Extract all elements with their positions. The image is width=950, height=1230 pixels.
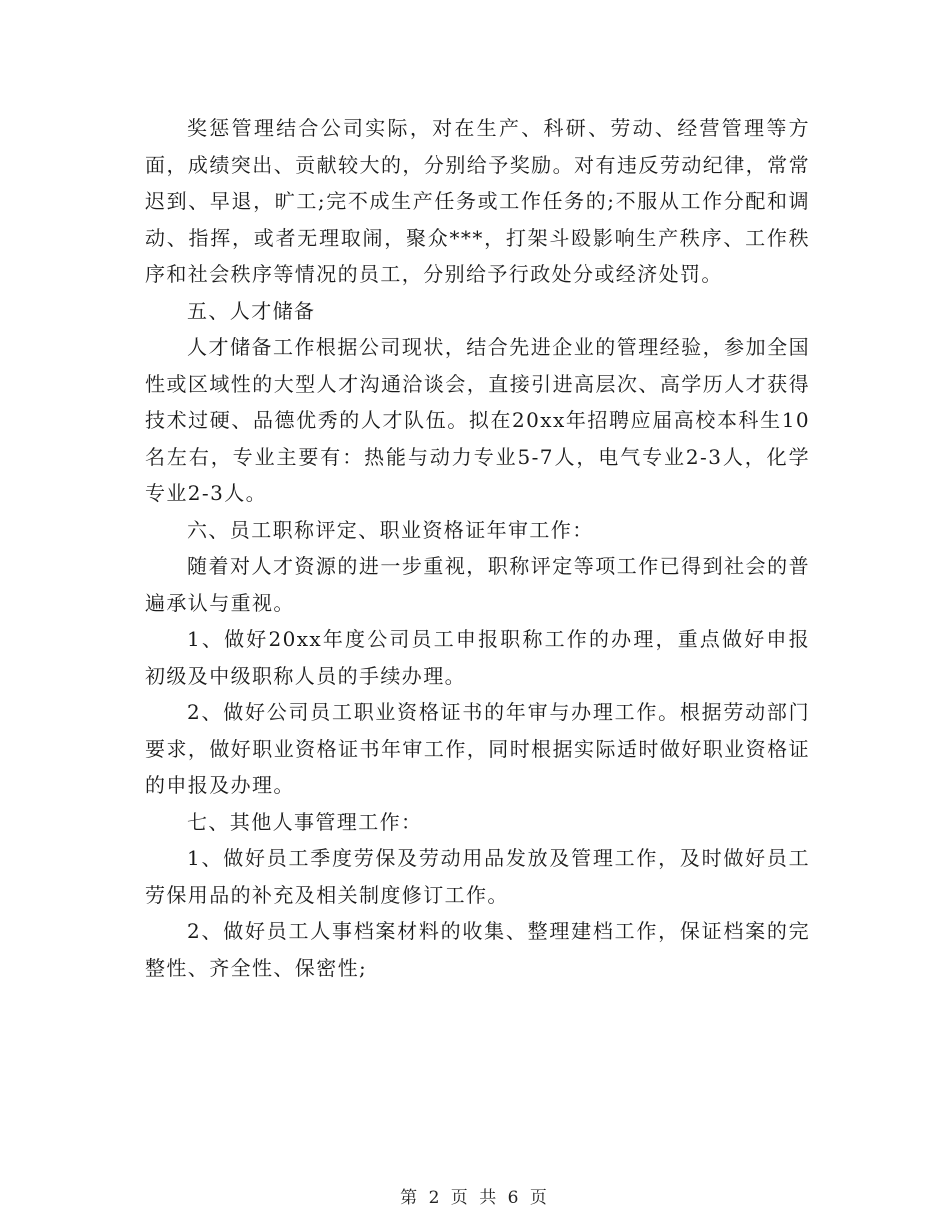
heading-talent-reserve: 五、人才储备 xyxy=(187,298,316,323)
list-item-certificate-review: 2、做好公司员工职业资格证书的年审与办理工作。根据劳动部门要求，做好职业资格证书年审工作，同时根据实际适时做好职业资格证的申报及办理。 xyxy=(145,700,810,797)
page-number-footer: 第 2 页 共 6 页 xyxy=(400,1188,550,1208)
heading-other-hr-work: 七、其他人事管理工作： xyxy=(187,809,423,834)
document-body xyxy=(145,110,810,986)
list-item-labor-protection: 1、做好员工季度劳保及劳动用品发放及管理工作，及时做好员工劳保用品的补充及相关制度修订工作。 xyxy=(145,846,810,907)
paragraph-rewards-penalties: 奖惩管理结合公司实际，对在生产、科研、劳动、经营管理等方面，成绩突出、贡献较大的，分别给予奖励。对有违反劳动纪律，常常迟到、早退，旷工;完不成生产任务或工作任务的;不服从工作分配和调动、指挥，或者无理取闹，聚众***，打架斗殴影响生产秩序、工作秩序和社会秩序等情况的员工，分别给予行政处分或经济处罚。 xyxy=(145,116,810,286)
paragraph-talent-reserve: 人才储备工作根据公司现状，结合先进企业的管理经验，参加全国性或区域性的大型人才沟通洽谈会，直接引进高层次、高学历人才获得技术过硬、品德优秀的人才队伍。拟在20xx年招聘应届高校本科生10名左右，专业主要有：热能与动力专业5-7人，电气专业2-3人，化学专业2-3人。 xyxy=(145,335,810,505)
paragraph-title-evaluation: 随着对人才资源的进一步重视，职称评定等项工作已得到社会的普遍承认与重视。 xyxy=(145,554,810,615)
list-item-title-application: 1、做好20xx年度公司员工申报职称工作的办理，重点做好申报初级及中级职称人员的手续办理。 xyxy=(145,627,810,688)
heading-title-evaluation: 六、员工职称评定、职业资格证年审工作： xyxy=(187,517,594,542)
list-item-personnel-files: 2、做好员工人事档案材料的收集、整理建档工作，保证档案的完整性、齐全性、保密性; xyxy=(145,919,810,980)
